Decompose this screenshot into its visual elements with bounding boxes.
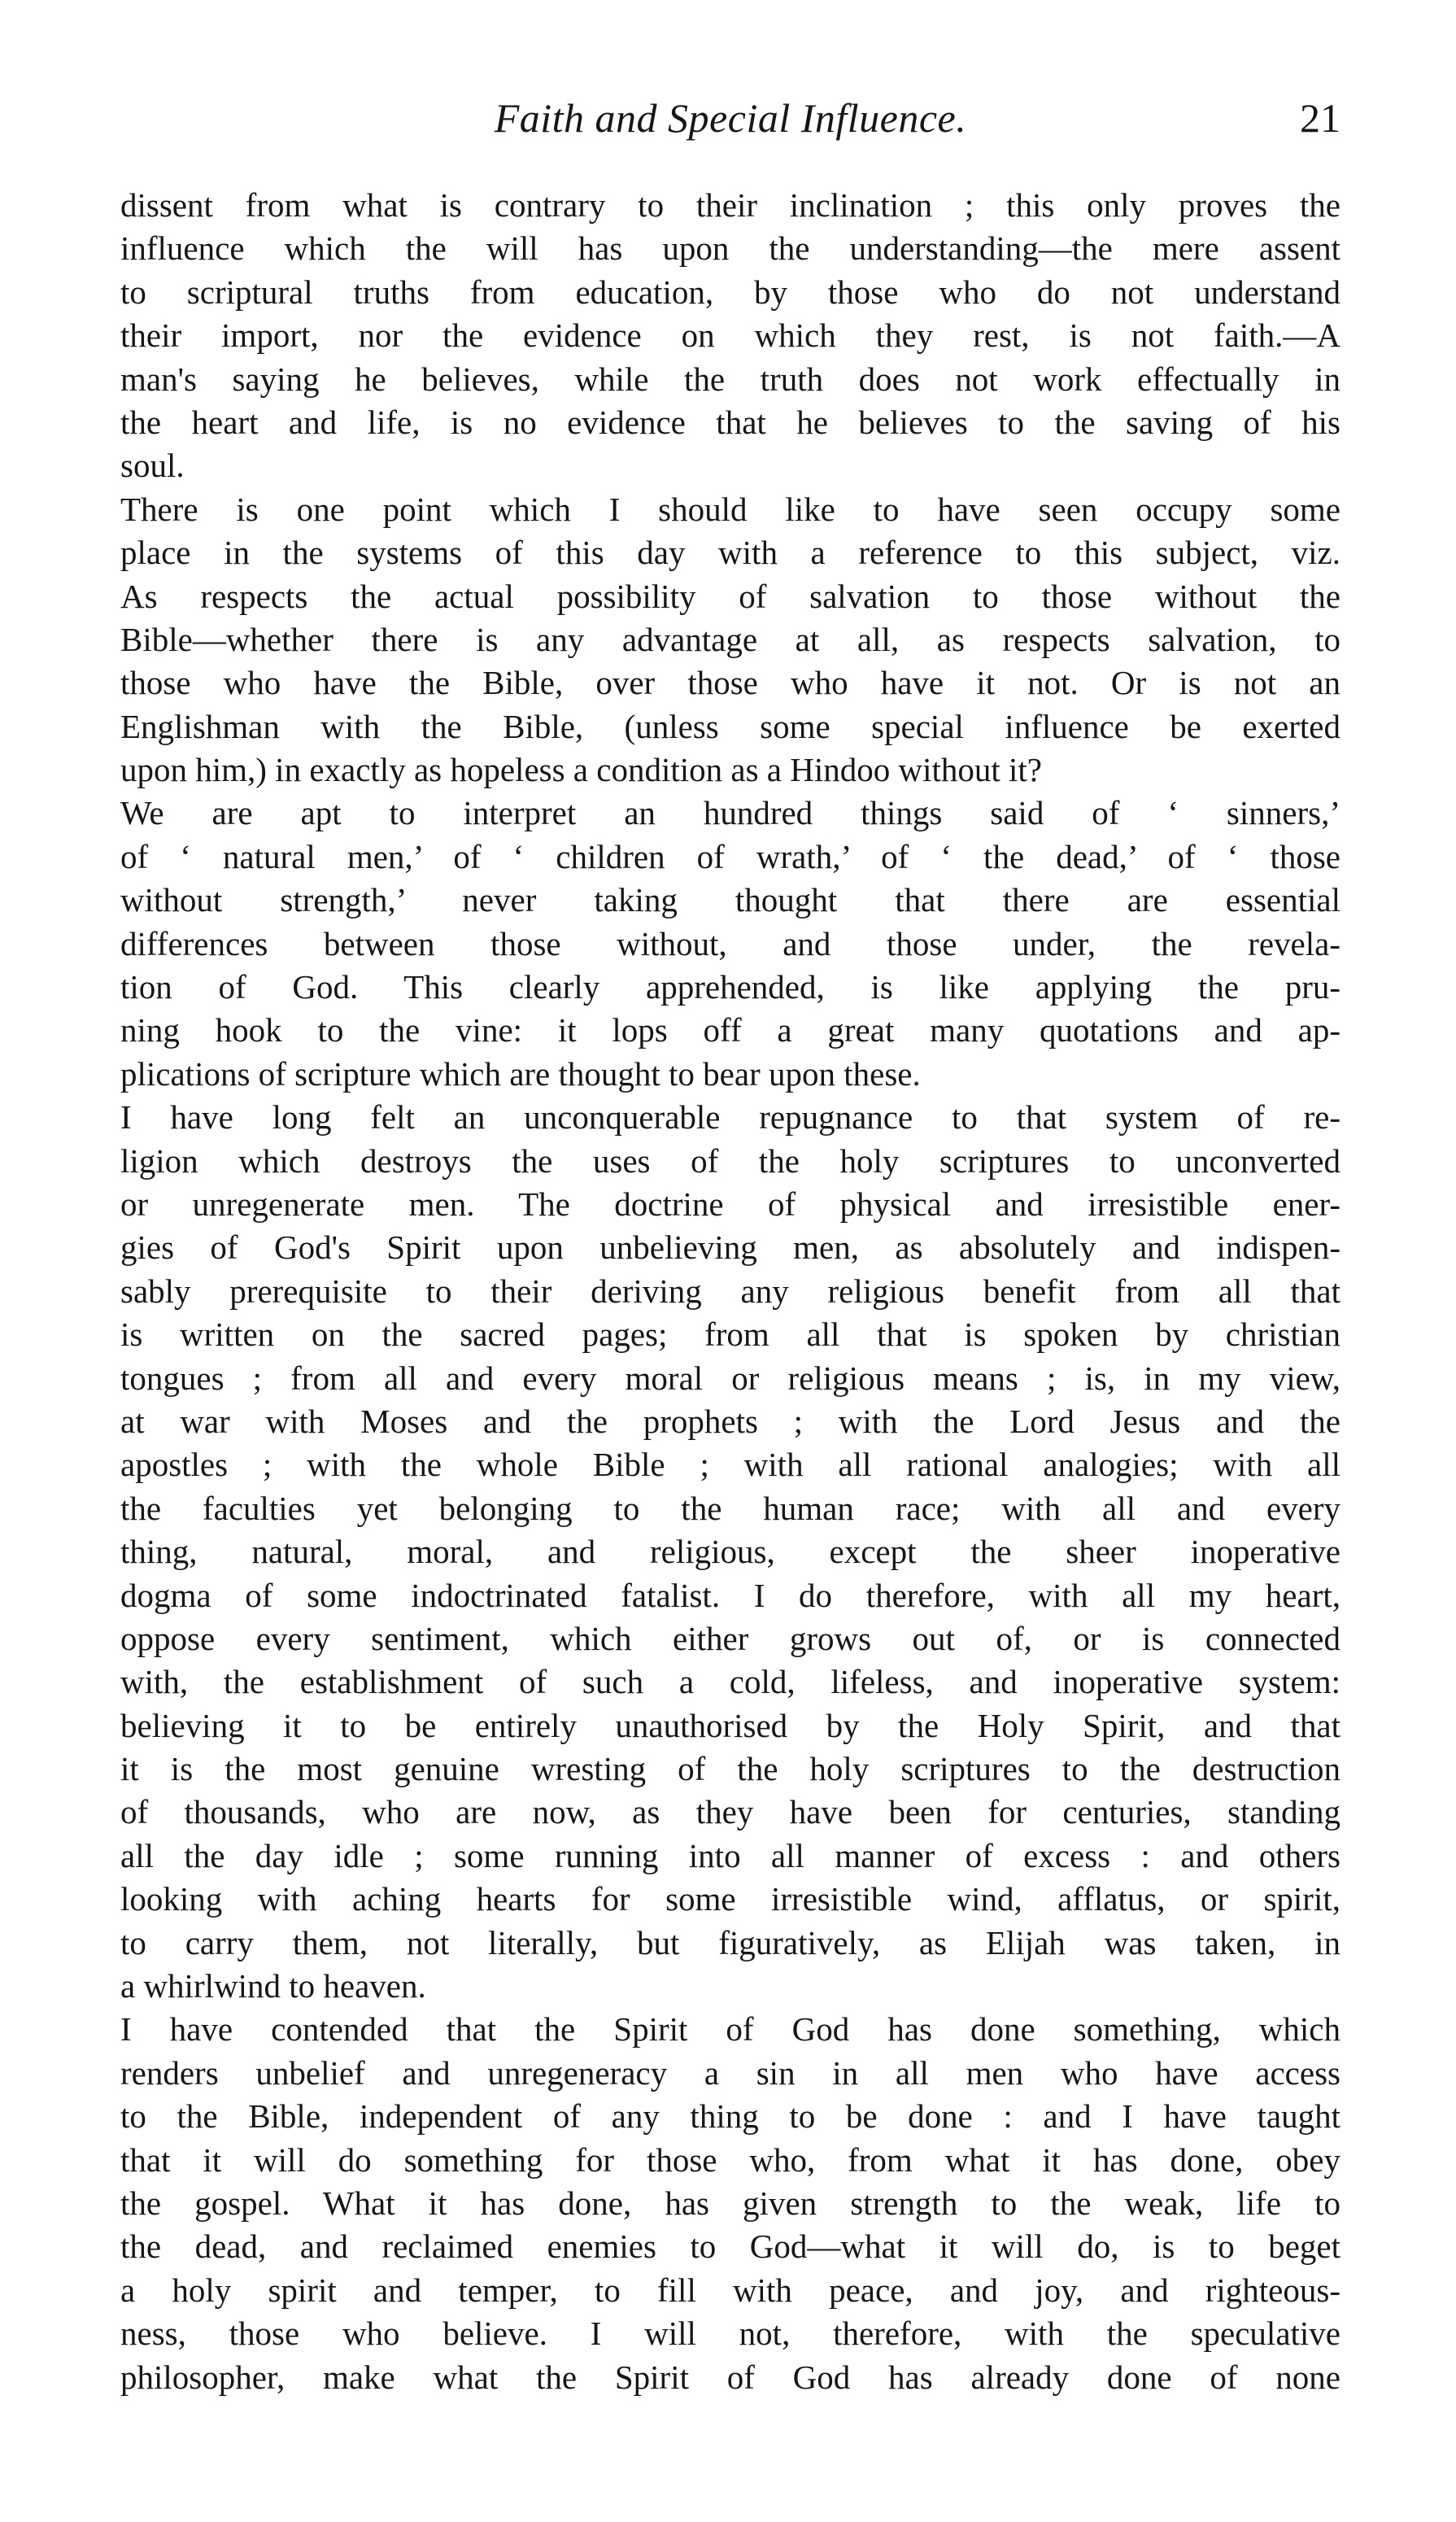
text-line: I have contended that the Spirit of God has done something, which <box>120 2010 1340 2049</box>
running-head <box>120 91 1340 148</box>
text-line: tongues ; from all and every moral or religious means ; is, in my view, <box>120 1359 1340 1397</box>
text-line: plications of scripture which are thought to bear upon these. <box>120 1054 921 1093</box>
text-line: philosopher, make what the Spirit of God has already done of none <box>120 2358 1340 2396</box>
text-line: apostles ; with the whole Bible ; with all rational analogies; with all <box>120 1446 1340 1484</box>
text-line: that it will do something for those who, from what it has done, obey <box>120 2140 1340 2179</box>
text-line: it is the most genuine wresting of the holy scriptures to the destruction <box>120 1750 1340 1788</box>
page-title: Faith and Special Influence. <box>494 95 967 141</box>
text-line: As respects the actual possibility of salvation to those without the <box>120 577 1340 615</box>
text-line: the heart and life, is no evidence that he believes to the saving of his <box>120 403 1340 441</box>
text-line: ness, those who believe. I will not, therefore, with the speculative <box>120 2315 1340 2353</box>
text-line: We are apt to interpret an hundred things said of ‘ sinners,’ <box>120 794 1340 832</box>
text-line: influence which the will has upon the understanding—the mere assent <box>120 229 1340 268</box>
text-line: man's saying he believes, while the truth does not work effectually in <box>120 360 1340 398</box>
text-line: renders unbelief and unregeneracy a sin in all men who have access <box>120 2053 1340 2092</box>
text-line: to scriptural truths from education, by those who do not understand <box>120 273 1340 311</box>
text-line: a whirlwind to heaven. <box>120 1967 426 2005</box>
text-line: dissent from what is contrary to their inclination ; this only proves the <box>120 186 1340 224</box>
text-line: soul. <box>120 447 185 485</box>
text-line: is written on the sacred pages; from all that is spoken by christian <box>120 1316 1340 1354</box>
text-line: to carry them, not literally, but figuratively, as Elijah was taken, in <box>120 1923 1340 1961</box>
text-line: Englishman with the Bible, (unless some special influence be exerted <box>120 707 1340 745</box>
text-line: Bible—whether there is any advantage at all, as respects salvation, to <box>120 620 1340 658</box>
text-line: all the day idle ; some running into all manner of excess : and others <box>120 1836 1340 1874</box>
text-line: the faculties yet belonging to the human race; with all and every <box>120 1489 1340 1527</box>
text-line: the dead, and reclaimed enemies to God—what it will do, is to beget <box>120 2227 1340 2266</box>
text-line: to the Bible, independent of any thing to be done : and I have taught <box>120 2097 1340 2136</box>
text-line: differences between those without, and those under, the revela- <box>120 924 1340 962</box>
text-line: with, the establishment of such a cold, lifeless, and inoperative system: <box>120 1663 1340 1701</box>
text-line: ligion which destroys the uses of the holy scriptures to unconverted <box>120 1141 1340 1180</box>
text-line: looking with aching hearts for some irresistible wind, afflatus, or spirit, <box>120 1880 1340 1918</box>
text-line: tion of God. This clearly apprehended, is like applying the pru- <box>120 968 1340 1006</box>
page-number: 21 <box>1300 95 1340 141</box>
text-line: I have long felt an unconquerable repugnance to that system of re- <box>120 1098 1340 1137</box>
text-line: or unregenerate men. The doctrine of physical and irresistible ener- <box>120 1185 1340 1223</box>
text-line: those who have the Bible, over those who have it not. Or is not an <box>120 664 1340 702</box>
text-line: upon him,) in exactly as hopeless a condition as a Hindoo without it? <box>120 751 1042 789</box>
text-line: the gospel. What it has done, has given strength to the weak, life to <box>120 2184 1340 2222</box>
text-line: without strength,’ never taking thought that there are essential <box>120 881 1340 919</box>
text-line: There is one point which I should like to have seen occupy some <box>120 490 1340 528</box>
text-line: gies of God's Spirit upon unbelieving men, as absolutely and indispen- <box>120 1228 1340 1267</box>
text-line: a holy spirit and temper, to fill with peace, and joy, and righteous- <box>120 2271 1340 2309</box>
text-line: their import, nor the evidence on which they rest, is not faith.—A <box>120 316 1340 355</box>
text-line: ning hook to the vine: it lops off a great many quotations and ap- <box>120 1011 1340 1049</box>
body-text <box>120 184 1340 2399</box>
text-line: sably prerequisite to their deriving any religious benefit from all that <box>120 1272 1340 1310</box>
text-line: oppose every sentiment, which either grows out of, or is connected <box>120 1619 1340 1657</box>
text-line: believing it to be entirely unauthorised by the Holy Spirit, and that <box>120 1706 1340 1744</box>
text-line: place in the systems of this day with a reference to this subject, viz. <box>120 534 1340 572</box>
text-line: of thousands, who are now, as they have been for centuries, standing <box>120 1793 1340 1831</box>
text-line: thing, natural, moral, and religious, except the sheer inoperative <box>120 1533 1340 1571</box>
text-line: dogma of some indoctrinated fatalist. I do therefore, with all my heart, <box>120 1576 1340 1614</box>
text-line: at war with Moses and the prophets ; with the Lord Jesus and the <box>120 1402 1340 1440</box>
text-line: of ‘ natural men,’ of ‘ children of wrath,’ of ‘ the dead,’ of ‘ those <box>120 837 1340 875</box>
